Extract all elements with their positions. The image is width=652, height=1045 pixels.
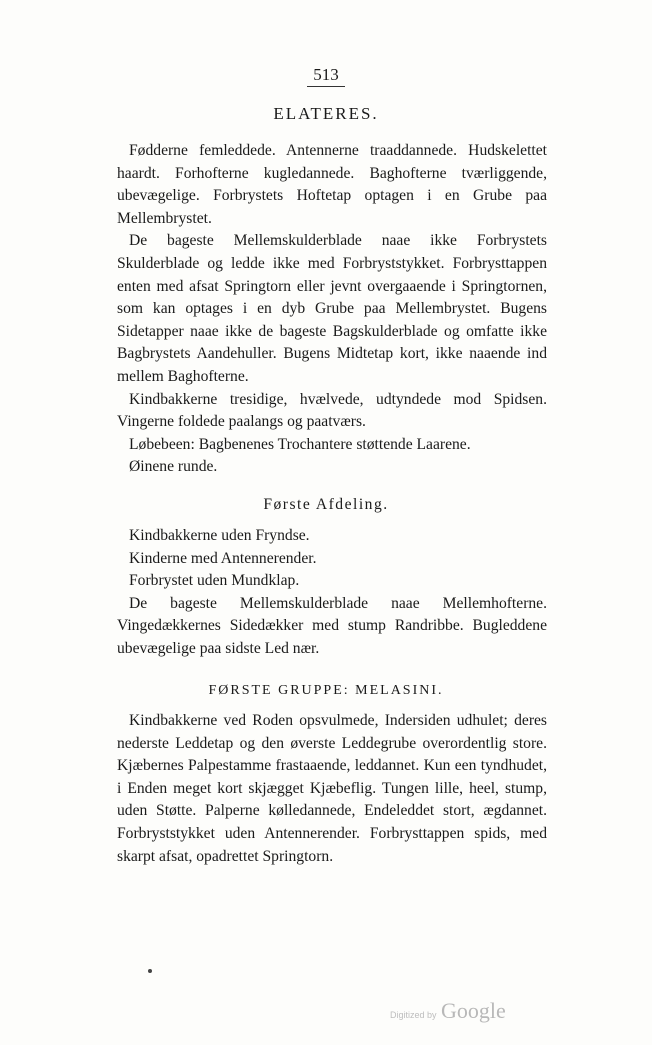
section-heading: Første Afdeling. xyxy=(263,496,389,513)
section-paragraph: De bageste Mellemskulderblade naae Mellemhofterne. Vingedækkernes Sidedækker med stump Randribbe. Bugleddene ubevægelige paa sidste Led nær. xyxy=(117,594,547,657)
digitized-footer xyxy=(390,998,506,1024)
section-body xyxy=(117,525,547,661)
intro-paragraph: Kindbakkerne tresidige, hvælvede, udtyndede mod Spidsen. Vingerne foldede paalangs og paatværs. xyxy=(117,390,547,431)
section-paragraph: Kinderne med Antennerender. xyxy=(129,549,317,567)
intro-paragraph: Fødderne femleddede. Antennerne traaddannede. Hudskelettet haardt. Forhofterne kugledannede. Baghofterne tværliggende, ubevægelige. Forbrystets Hoftetap optagen i en Grube paa Mellembrystet. xyxy=(117,142,547,227)
group-body xyxy=(117,710,547,868)
intro-paragraph: Løbebeen: Bagbenenes Trochantere støttende Laarene. xyxy=(129,435,471,453)
intro-paragraph: De bageste Mellemskulderblade naae ikke Forbrystets Skulderblade og ledde ikke med Forbryststykket. Forbrysttappen enten med afsat Springtorn eller jevnt overgaaende i Springtornen, som kan optages i en dyb Grube paa Mellembrystet. Bugens Sidetapper naae ikke de bageste Bagskulderblade og omfatte ikke Bagbrystets Aandehuller. Bugens Midtetap kort, ikke naaende ind mellem Baghofterne. xyxy=(117,232,547,385)
section-paragraph: Forbrystet uden Mundklap. xyxy=(129,572,300,590)
digitized-label: Digitized by xyxy=(390,1010,437,1020)
page-number: 513 xyxy=(0,64,652,87)
google-logo: Google xyxy=(440,998,506,1023)
intro-paragraph: Øinene runde. xyxy=(129,458,218,476)
section-paragraph: Kindbakkerne uden Fryndse. xyxy=(129,527,310,544)
group-heading: FØRSTE GRUPPE: MELASINI. xyxy=(208,683,444,698)
chapter-title: ELATERES. xyxy=(273,104,379,123)
group-paragraph: Kindbakkerne ved Roden opsvulmede, Indersiden udhulet; deres nederste Leddetap og den øverste Leddegrube overordentlig store. Kjæbernes Palpestamme frastaaende, leddannet. Kun een tyndhudet, i Enden meget kort skjægget Kjæbeflig. Tungen lille, heel, stump, uden Støtte. Palperne kølledannede, Endeleddet stort, ægdannet. Forbryststykket uden Antennerender. Forbrysttappen spids, med skarpt afsat, opadrettet Springtorn. xyxy=(117,712,547,865)
intro-section xyxy=(117,140,547,479)
ink-dot xyxy=(148,969,152,973)
